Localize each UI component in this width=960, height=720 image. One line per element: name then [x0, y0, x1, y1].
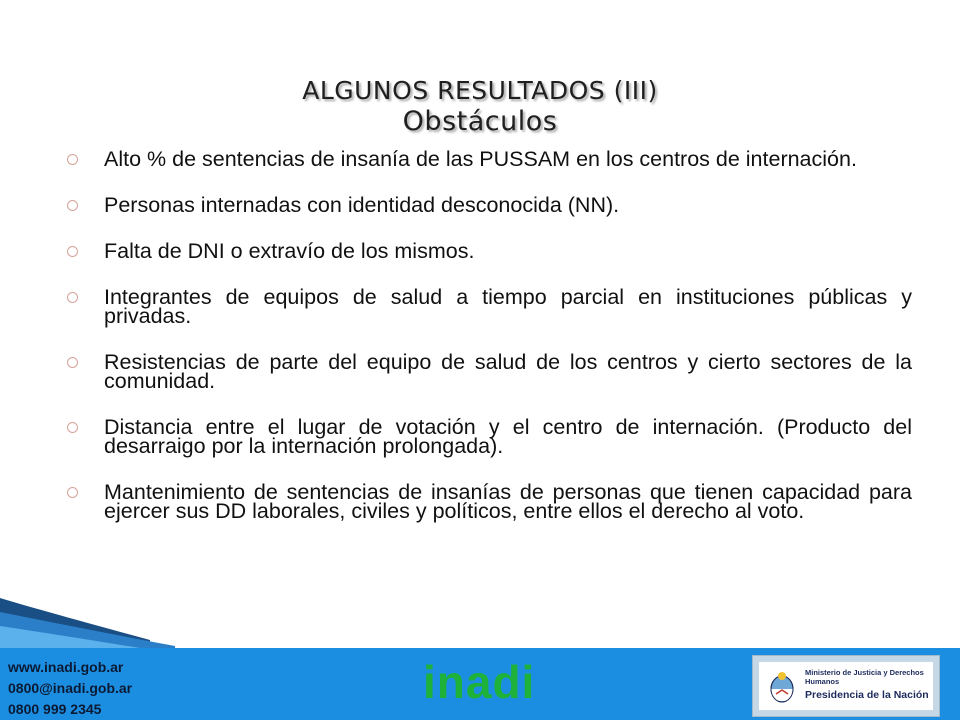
coat-of-arms-icon — [767, 670, 797, 704]
bullet-text: Falta de DNI o extravío de los mismos. — [104, 239, 475, 263]
circle-bullet-icon — [67, 154, 78, 165]
circle-bullet-icon — [67, 487, 78, 498]
bullet-text: Distancia entre el lugar de votación y el centro de internación. (Producto del desarraigo por la internación prolongada). — [104, 415, 912, 458]
bullet-text: Mantenimiento de sentencias de insanías de personas que tienen capacidad para ejercer sus DD laborales, civiles y políticos, entre ellos el derecho al voto. — [104, 480, 912, 523]
bullet-text: Alto % de sentencias de insanía de las PUSSAM en los centros de internación. — [104, 147, 857, 171]
circle-bullet-icon — [67, 246, 78, 257]
list-item — [60, 415, 912, 458]
circle-bullet-icon — [67, 200, 78, 211]
bullet-text: Personas internadas con identidad desconocida (NN). — [104, 193, 620, 217]
phone-number: 0800 999 2345 — [8, 701, 102, 717]
circle-bullet-icon — [67, 422, 78, 433]
bullet-text: Integrantes de equipos de salud a tiempo parcial en instituciones públicas y privadas. — [104, 285, 912, 328]
list-item — [60, 239, 912, 263]
list-item — [60, 147, 912, 171]
ministry-name: Ministerio de Justicia y Derechos Humanos — [805, 668, 924, 686]
circle-bullet-icon — [67, 357, 78, 368]
list-item — [60, 350, 912, 393]
circle-bullet-icon — [67, 292, 78, 303]
list-item — [60, 193, 912, 217]
ministry-logo-panel — [759, 662, 933, 710]
presidency-name: Presidencia de la Nación — [805, 689, 929, 701]
bullet-text: Resistencias de parte del equipo de salud de los centros y cierto sectores de la comunidad. — [104, 350, 912, 393]
title-line-2: Obstáculos — [402, 106, 558, 137]
website-link[interactable]: www.inadi.gob.ar — [8, 659, 124, 675]
bullet-list — [60, 147, 912, 548]
slide-title — [150, 76, 810, 138]
email-link[interactable]: 0800@inadi.gob.ar — [8, 680, 133, 696]
list-item — [60, 480, 912, 523]
title-line-1: ALGUNOS RESULTADOS (III) — [302, 76, 658, 105]
list-item — [60, 285, 912, 328]
footer-bar — [0, 648, 960, 720]
inadi-logo: inadi — [423, 656, 536, 708]
ministry-logo — [752, 655, 940, 717]
contact-block — [8, 657, 132, 720]
